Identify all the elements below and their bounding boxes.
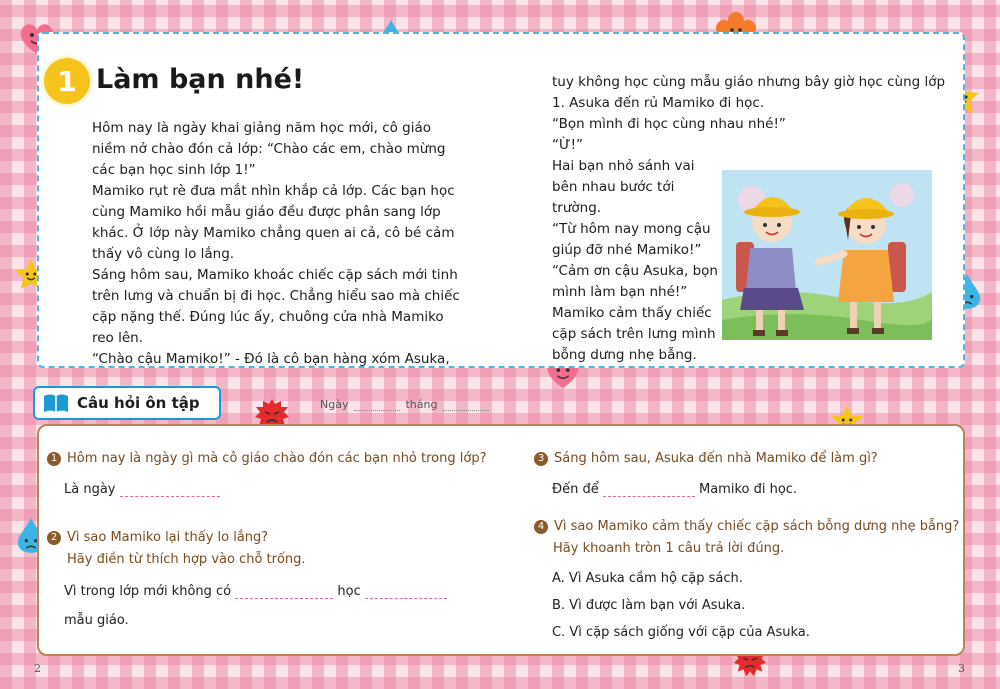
story-text-left bbox=[92, 118, 462, 370]
date-day-blank[interactable] bbox=[354, 410, 400, 411]
question-number: 4 bbox=[534, 520, 548, 534]
question-number: 2 bbox=[47, 531, 61, 545]
answer-suffix: Mamiko đi học. bbox=[698, 482, 798, 497]
date-month-label: tháng bbox=[405, 398, 438, 411]
question-4 bbox=[534, 519, 959, 534]
story-paragraph: “Ừ!” bbox=[552, 137, 583, 153]
answer-blank[interactable] bbox=[120, 484, 220, 497]
question-1 bbox=[47, 451, 486, 466]
page-number-left: 2 bbox=[34, 662, 41, 675]
answer-option-c[interactable]: C. Vì cặp sách giống với cặp của Asuka. bbox=[552, 625, 810, 640]
date-line bbox=[320, 398, 491, 411]
question-2 bbox=[47, 530, 268, 545]
story-paragraph: tuy không học cùng mẫu giáo nhưng bây giờ học cùng lớp 1. Asuka đến rủ Mamiko đi học. bbox=[552, 74, 946, 111]
story-title: Làm bạn nhé! bbox=[96, 64, 305, 95]
question-text: Vì sao Mamiko cảm thấy chiếc cặp sách bỗng dưng nhẹ bẫng? bbox=[554, 519, 960, 534]
answer-2 bbox=[64, 584, 447, 599]
story-paragraph: Mamiko cảm thấy chiếc cặp sách trên lưng mình bỗng dưng nhẹ bẫng. bbox=[552, 305, 716, 363]
story-paragraph: “Bọn mình đi học cùng nhau nhé!” bbox=[552, 116, 786, 132]
date-month-blank[interactable] bbox=[443, 410, 489, 411]
answer-2-end: mẫu giáo. bbox=[64, 613, 129, 628]
answer-option-b[interactable]: B. Vì được làm bạn với Asuka. bbox=[552, 598, 746, 613]
answer-prefix: Là ngày bbox=[64, 482, 116, 497]
answer-prefix: Vì trong lớp mới không có bbox=[64, 584, 232, 599]
answer-blank[interactable] bbox=[365, 586, 447, 599]
story-paragraph: Mamiko rụt rè đưa mắt nhìn khắp cả lớp. Các bạn học cùng Mamiko hồi mẫu giáo đều được phân sang lớp khác. Ở lớp này Mamiko chẳng quen ai cả, cô bé cảm thấy vô cùng lo lắng. bbox=[92, 183, 455, 262]
question-text: Hôm nay là ngày gì mà cô giáo chào đón các bạn nhỏ trong lớp? bbox=[67, 451, 487, 466]
answer-option-a[interactable]: A. Vì Asuka cầm hộ cặp sách. bbox=[552, 571, 743, 586]
two-girls-illustration bbox=[722, 170, 932, 340]
story-text-right-top bbox=[552, 72, 947, 156]
story-paragraph: Hai bạn nhỏ sánh vai bên nhau bước tới trường. bbox=[552, 158, 695, 216]
review-section-title: Câu hỏi ôn tập bbox=[77, 394, 200, 412]
instruction-text: Hãy điền từ thích hợp vào chỗ trống. bbox=[67, 552, 306, 567]
page-number-right: 3 bbox=[958, 662, 965, 675]
story-number-badge: 1 bbox=[44, 58, 90, 104]
story-paragraph: “Chào cậu Mamiko!” - Đó là cô bạn hàng xóm Asuka, bbox=[92, 351, 450, 367]
answer-1 bbox=[64, 482, 220, 497]
date-day-label: Ngày bbox=[320, 398, 349, 411]
question-number: 3 bbox=[534, 452, 548, 466]
question-4-instruction bbox=[553, 541, 784, 556]
question-number: 1 bbox=[47, 452, 61, 466]
question-text: Sáng hôm sau, Asuka đến nhà Mamiko để làm gì? bbox=[554, 451, 878, 466]
answer-blank[interactable] bbox=[603, 484, 695, 497]
story-paragraph: Sáng hôm sau, Mamiko khoác chiếc cặp sách mới tinh trên lưng và chuẩn bị đi học. Chẳng hiểu sao mà chiếc cặp nặng thế. Đúng lúc ấy, chuông cửa nhà Mamiko reo lên. bbox=[92, 267, 460, 346]
story-text-right-bottom bbox=[552, 156, 720, 366]
review-section-tab bbox=[33, 386, 221, 420]
question-2-instruction bbox=[67, 552, 306, 567]
answer-3 bbox=[552, 482, 797, 497]
story-paragraph: “Cảm ơn cậu Asuka, bọn mình làm bạn nhé!” bbox=[552, 263, 718, 300]
answer-middle: học bbox=[337, 584, 361, 599]
question-3 bbox=[534, 451, 878, 466]
instruction-text: Hãy khoanh tròn 1 câu trả lời đúng. bbox=[553, 541, 785, 556]
story-paragraph: Hôm nay là ngày khai giảng năm học mới, cô giáo niềm nở chào đón cả lớp: “Chào các em, chào mừng các bạn học sinh lớp 1!” bbox=[92, 120, 446, 178]
open-book-icon bbox=[43, 393, 69, 413]
answer-prefix: Đến để bbox=[552, 482, 599, 497]
question-text: Vì sao Mamiko lại thấy lo lắng? bbox=[67, 530, 269, 545]
answer-blank[interactable] bbox=[235, 586, 333, 599]
story-paragraph: “Từ hôm nay mong cậu giúp đỡ nhé Mamiko!” bbox=[552, 221, 711, 258]
